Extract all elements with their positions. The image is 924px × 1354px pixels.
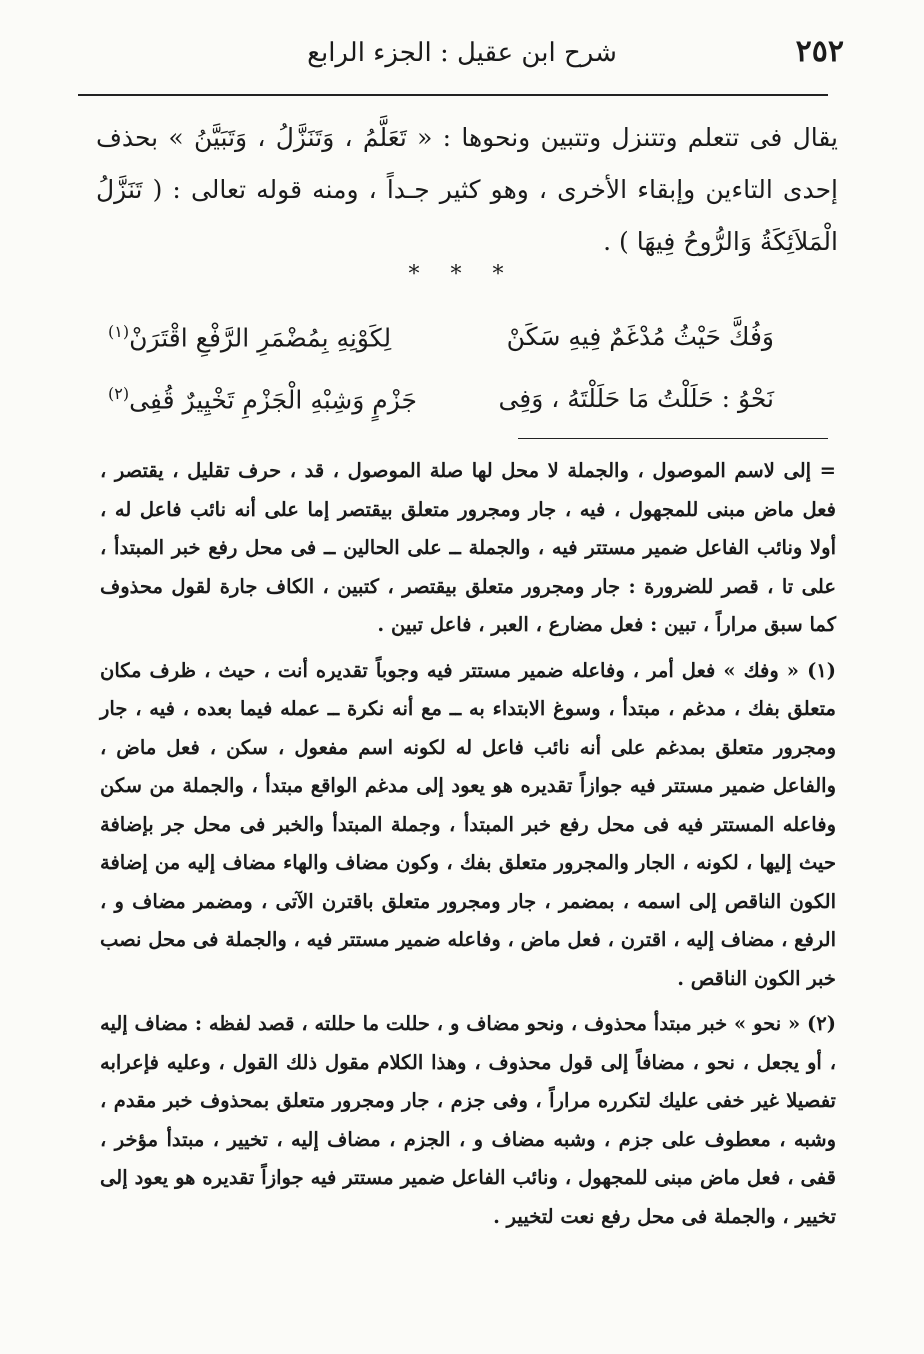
section-separator: * * *	[408, 262, 516, 287]
verse-1-note-marker: (١)	[108, 322, 130, 341]
footnote-2-text: « نحو » خبر مبتدأ محذوف ، ونحو مضاف و ، حللت ما حللته ، قصد لفظه : مضاف إليه ، أو يجعل ، نحو ، مضافاً إلى قول محذوف ، وهذا الكلام مقول ذلك القول ، وعليه فإعرابه تفصيلا غير خفى عليك لتكرره مراراً ، وفى جزم ، جار ومجرور متعلق بمحذوف خبر مقدم ، وشبه ، معطوف على جزم ، وشبه مضاف و ، الجزم ، مضاف إليه ، تخيير ، مبتدأ مؤخر ، قفى ، فعل ماض مبنى للمجهول ، ونائب الفاعل ضمير مستتر فيه جوازاً تقديره هو يعود إلى تخيير ، والجملة فى محل رفع نعت لتخيير .	[100, 1012, 836, 1228]
verse-2-first-hemistich: نَحْوُ : حَلَلْتُ مَا حَلَلْتَهُ ، وَفِى	[498, 384, 774, 413]
footnote-1-text: « وفك » فعل أمر ، وفاعله ضمير مستتر فيه وجوباً تقديره أنت ، حيث ، ظرف مكان متعلق بفك ، مدغم ، مبتدأ ، وسوغ الابتداء به ــ مع أنه نكرة ــ عمله فيما بعده ، فيه ، جار ومجرور متعلق بمدغم على أنه نائب فاعل له لكونه اسم مفعول ، سكن ، فعل ماض ، والفاعل ضمير مستتر فيه جوازاً تقديره هو يعود إلى مدغم الواقع مبتدأ ، والجملة من سكن وفاعله المستتر فيه فى محل رفع خبر المبتدأ ، وجملة المبتدأ والخبر فى محل جر بإضافة حيث إليها ، لكونه ، الجار والمجرور متعلق بفك ، وكون مضاف والهاء مضاف إليه من إضافة الكون الناقص إلى اسمه ، بمضمر ، جار ومجرور متعلق باقترن الآتى ، ومضمر مضاف و ، الرفع ، مضاف إليه ، اقترن ، فعل ماض ، وفاعله ضمير مستتر فيه ، والجملة فى محل نصب خبر الكون الناقص .	[100, 658, 837, 990]
running-title: شرح ابن عقيل : الجزء الرابع	[307, 38, 617, 68]
verse-line-1	[108, 322, 774, 368]
footnote-continuation: = إلى لاسم الموصول ، والجملة لا محل لها صلة الموصول ، قد ، حرف تقليل ، يقتصر ، فعل ماض مبنى للمجهول ، فيه ، جار ومجرور متعلق بيقتصر إما على أنه نائب فاعل له ، أولا ونائب الفاعل ضمير مستتر فيه ، والجملة ــ على الحالين ــ فى محل رفع خبر المبتدأ ، على تا ، قصر للضرورة : جار ومجرور متعلق بيقتصر ، كتبين ، الكاف جارة لقول محذوف كما سبق مراراً ، تبين : فعل مضارع ، العبر ، فاعل تبين .	[100, 459, 836, 636]
page-header	[80, 28, 844, 88]
verse-2-second-hemistich: جَزْمٍ وَشِبْهِ الْجَزْمِ تَخْيِيرٌ قُفِى$^{(٢)}$	[108, 384, 417, 415]
footnote-2-number: (٢)	[807, 1012, 836, 1035]
intro-paragraph: يقال فى تتعلم وتتنزل وتتبين ونحوها : « تَعَلَّمُ ، وَتَنَزَّلُ ، وَتَبَيَّنُ » بحذف إحدى التاءين وإبقاء الأخرى ، وهو كثير جـداً ، ومنه قوله تعالى : ( تَنَزَّلُ الْمَلاَئِكَةُ وَالرُّوحُ فِيهَا ) .	[96, 123, 838, 256]
verse-1-first-hemistich: وَفُكَّ حَيْثُ مُدْغَمٌ فِيهِ سَكَنْ	[506, 322, 774, 351]
header-rule	[78, 94, 828, 96]
footnote-rule	[518, 438, 828, 439]
footnote-2	[100, 1005, 836, 1236]
footnotes	[100, 452, 836, 1236]
footnote-1-number: (١)	[807, 658, 837, 682]
verse-2-note-marker: (٢)	[108, 384, 130, 403]
page-number: ٢٥٢	[795, 34, 844, 69]
footnote-1	[100, 652, 836, 999]
verse-line-2	[108, 384, 774, 430]
verse-1-second-hemistich: لِكَوْنِهِ بِمُضْمَرِ الرَّفْعِ اقْتَرَنْ$^{(١)}$	[108, 322, 392, 353]
